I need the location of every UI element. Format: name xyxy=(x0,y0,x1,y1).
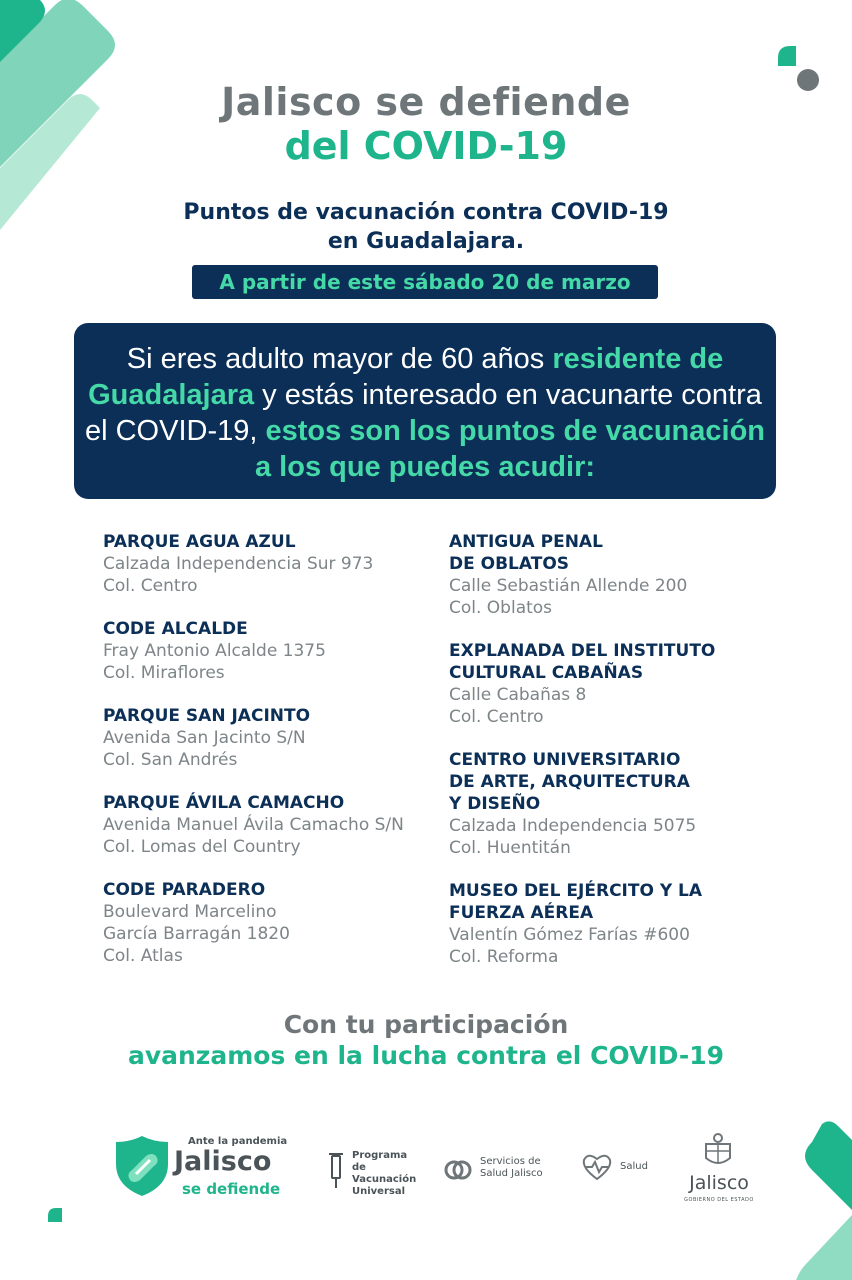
location-address: Boulevard Marcelino xyxy=(103,902,277,922)
location-name: CODE ALCALDE xyxy=(103,619,248,639)
servicios-salud-logo xyxy=(442,1152,562,1192)
link-icon xyxy=(442,1154,474,1186)
location-item xyxy=(449,880,779,968)
footer-line2: avanzamos en la lucha contra el COVID-19 xyxy=(127,1041,725,1070)
location-name: MUSEO DEL EJÉRCITO Y LA FUERZA AÉREA xyxy=(449,881,703,923)
location-colony: Col. Oblatos xyxy=(449,598,553,618)
location-address: Calle Cabañas 8 xyxy=(449,685,587,705)
location-name: PARQUE AGUA AZUL xyxy=(103,532,296,552)
location-item xyxy=(103,618,433,684)
subtitle-line1: Puntos de vacunación contra COVID-19 xyxy=(183,200,669,225)
gobierno-sub: GOBIERNO DEL ESTADO xyxy=(684,1197,754,1203)
logo-subword: se defiende xyxy=(182,1180,281,1198)
subtitle xyxy=(0,198,852,256)
location-colony: Col. Lomas del Country xyxy=(103,837,301,857)
location-address: García Barragán 1820 xyxy=(103,924,290,944)
salud-logo xyxy=(580,1152,660,1186)
location-name: ANTIGUA PENAL DE OBLATOS xyxy=(449,532,603,574)
programa-vacunacion-logo xyxy=(326,1148,436,1198)
location-colony: Col. Centro xyxy=(103,576,198,596)
logo-word: Jalisco xyxy=(174,1146,272,1177)
gobierno-jalisco-logo xyxy=(676,1130,762,1210)
location-address: Avenida San Jacinto S/N xyxy=(103,728,306,748)
location-address: Valentín Gómez Farías #600 xyxy=(449,925,690,945)
location-address: Calzada Independencia 5075 xyxy=(449,816,697,836)
location-colony: Col. Centro xyxy=(449,707,544,727)
logos-bar xyxy=(0,1128,852,1218)
location-colony: Col. Miraflores xyxy=(103,663,225,683)
locations-column-left xyxy=(103,531,433,988)
info-text-part3: y estás interesado en vacunarte contra el COVID-19, xyxy=(84,379,762,447)
location-item xyxy=(103,531,433,597)
location-item xyxy=(103,705,433,771)
location-colony: Col. Huentitán xyxy=(449,838,571,858)
jalisco-se-defiende-logo xyxy=(112,1132,292,1202)
location-item xyxy=(449,749,779,859)
location-colony: Col. Reforma xyxy=(449,947,559,967)
info-text-part2: residente de Guadalajara xyxy=(88,343,724,411)
gobierno-word: Jalisco xyxy=(689,1172,749,1194)
location-colony: Col. San Andrés xyxy=(103,750,238,770)
location-name: CENTRO UNIVERSITARIO DE ARTE, ARQUITECTURA Y DISEÑO xyxy=(449,750,690,814)
programa-text: Programa de Vacunación Universal xyxy=(352,1150,417,1197)
locations-column-right xyxy=(449,531,779,989)
info-text-part1: Si eres adulto mayor de 60 años xyxy=(126,343,553,375)
subtitle-line2: en Guadalajara. xyxy=(327,229,525,254)
info-box xyxy=(74,323,776,499)
logo-tagline: Ante la pandemia xyxy=(188,1136,288,1147)
location-item xyxy=(103,792,433,858)
date-banner: A partir de este sábado 20 de marzo xyxy=(192,265,658,299)
location-name: CODE PARADERO xyxy=(103,880,266,900)
salud-text: Salud xyxy=(620,1161,648,1172)
footer-line1: Con tu participación xyxy=(283,1010,569,1039)
coat-of-arms-icon xyxy=(698,1130,738,1170)
page-title-line1: Jalisco se defiende xyxy=(221,80,631,124)
location-name: EXPLANADA DEL INSTITUTO CULTURAL CABAÑAS xyxy=(449,641,716,683)
location-item xyxy=(449,640,779,728)
location-address: Avenida Manuel Ávila Camacho S/N xyxy=(103,815,404,835)
location-address: Fray Antonio Alcalde 1375 xyxy=(103,641,326,661)
location-address: Calle Sebastián Allende 200 xyxy=(449,576,688,596)
location-item xyxy=(449,531,779,619)
page-title-line2: del COVID-19 xyxy=(284,124,568,168)
heart-pulse-icon xyxy=(580,1152,614,1182)
info-text-part4: estos son los puntos de vacunación a los que puedes acudir: xyxy=(254,415,766,483)
location-name: PARQUE ÁVILA CAMACHO xyxy=(103,793,345,813)
location-item xyxy=(103,879,433,967)
servicios-text: Servicios de Salud Jalisco xyxy=(480,1156,543,1179)
shield-icon xyxy=(112,1134,172,1198)
syringe-icon xyxy=(326,1150,346,1190)
location-colony: Col. Atlas xyxy=(103,946,183,966)
location-name: PARQUE SAN JACINTO xyxy=(103,706,311,726)
location-address: Calzada Independencia Sur 973 xyxy=(103,554,374,574)
